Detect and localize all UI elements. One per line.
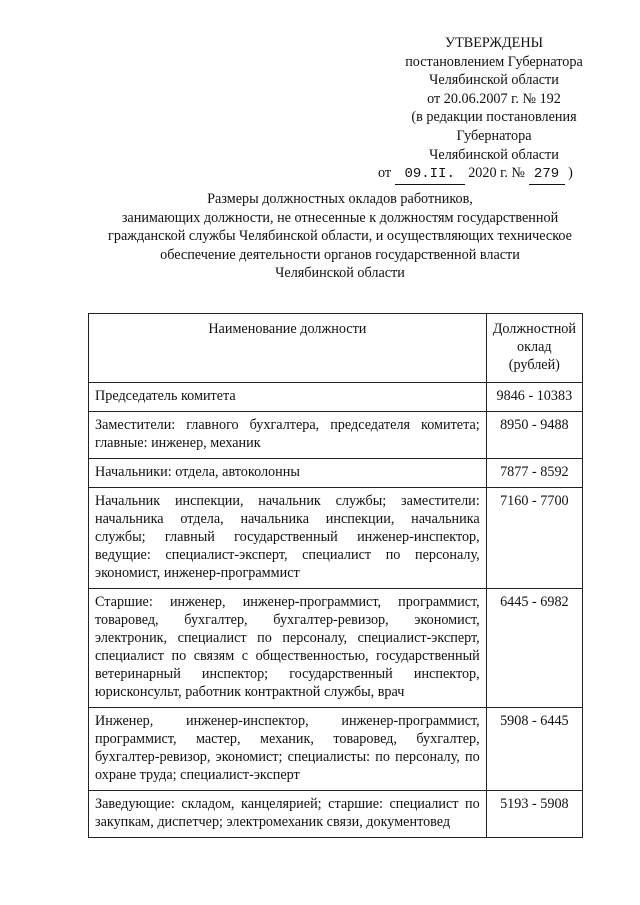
table-row bbox=[89, 459, 583, 488]
table-row bbox=[89, 488, 583, 589]
table-row bbox=[89, 708, 583, 791]
year-text: 2020 г. № bbox=[468, 165, 525, 182]
position-cell: Заведующие: складом, канцелярией; старшие: специалист по закупкам, диспетчер; электромеханик связи, документовед bbox=[89, 791, 487, 838]
salary-table bbox=[88, 313, 583, 838]
table-row bbox=[89, 383, 583, 412]
title-line-1: Размеры должностных окладов работников, bbox=[207, 191, 473, 207]
position-cell: Заместители: главного бухгалтера, председателя комитета; главные: инженер, механик bbox=[89, 412, 487, 459]
salary-cell: 8950 - 9488 bbox=[486, 412, 582, 459]
document-title bbox=[60, 190, 620, 283]
approval-line-4: (в редакции постановления bbox=[411, 109, 577, 126]
approval-heading: УТВЕРЖДЕНЫ bbox=[445, 35, 543, 51]
title-line-2: занимающих должности, не отнесенные к должностям государственной bbox=[121, 209, 559, 226]
table-row bbox=[89, 589, 583, 708]
salary-cell: 9846 - 10383 bbox=[486, 383, 582, 412]
header-salary bbox=[486, 314, 582, 383]
salary-cell: 5193 - 5908 bbox=[486, 791, 582, 838]
header-salary-line-2: оклад (рублей) bbox=[508, 339, 560, 373]
position-cell: Начальник инспекции, начальник службы; заместители: начальника отдела, начальника инспекции, начальника службы; главный государственный инженер-инспектор, ведущие: специалист-эксперт, специалист по персоналу, экономист, инженер-программист bbox=[89, 488, 487, 589]
position-cell: Инженер, инженер-инспектор, инженер-программист, программист, мастер, механик, товаровед, бухгалтер, бухгалтер-ревизор, экономист; специалисты: по персоналу, по охране труда; специалист-эксперт bbox=[89, 708, 487, 791]
approval-line-1: постановлением Губернатора bbox=[405, 53, 583, 70]
title-line-4: обеспечение деятельности органов государственной власти bbox=[160, 246, 520, 263]
number-value: 279 bbox=[529, 165, 565, 185]
approval-block bbox=[360, 34, 628, 185]
closing-paren: ) bbox=[568, 165, 573, 182]
header-position: Наименование должности bbox=[89, 314, 487, 383]
table-row bbox=[89, 791, 583, 838]
date-value: 09.II. bbox=[395, 165, 465, 185]
position-cell: Старшие: инженер, инженер-программист, программист, товаровед, бухгалтер, бухгалтер-ревизор, экономист, электроник, специалист по персоналу, специалист-эксперт, специалист по связям с общественностью, государственный ветеринарный инспектор; государственный инспектор, юрисконсульт, работник контрактной службы, врач bbox=[89, 589, 487, 708]
position-cell: Председатель комитета bbox=[89, 383, 487, 412]
header-salary-line-1: Должностной bbox=[492, 321, 576, 337]
date-prefix: от bbox=[378, 165, 392, 182]
table-row bbox=[89, 412, 583, 459]
salary-cell: 7160 - 7700 bbox=[486, 488, 582, 589]
approval-line-5: Губернатора bbox=[456, 127, 532, 144]
salary-cell: 6445 - 6982 bbox=[486, 589, 582, 708]
table-header-row bbox=[89, 314, 583, 383]
salary-cell: 5908 - 6445 bbox=[486, 708, 582, 791]
title-line-3: гражданской службы Челябинской области, и осуществляющих техническое bbox=[108, 228, 572, 245]
approval-line-2: Челябинской области bbox=[429, 72, 559, 89]
approval-date-line bbox=[360, 164, 628, 185]
salary-cell: 7877 - 8592 bbox=[486, 459, 582, 488]
position-cell: Начальники: отдела, автоколонны bbox=[89, 459, 487, 488]
approval-line-3: от 20.06.2007 г. № 192 bbox=[427, 90, 561, 107]
approval-line-6: Челябинской области bbox=[429, 146, 559, 163]
title-line-5: Челябинской области bbox=[275, 265, 405, 282]
